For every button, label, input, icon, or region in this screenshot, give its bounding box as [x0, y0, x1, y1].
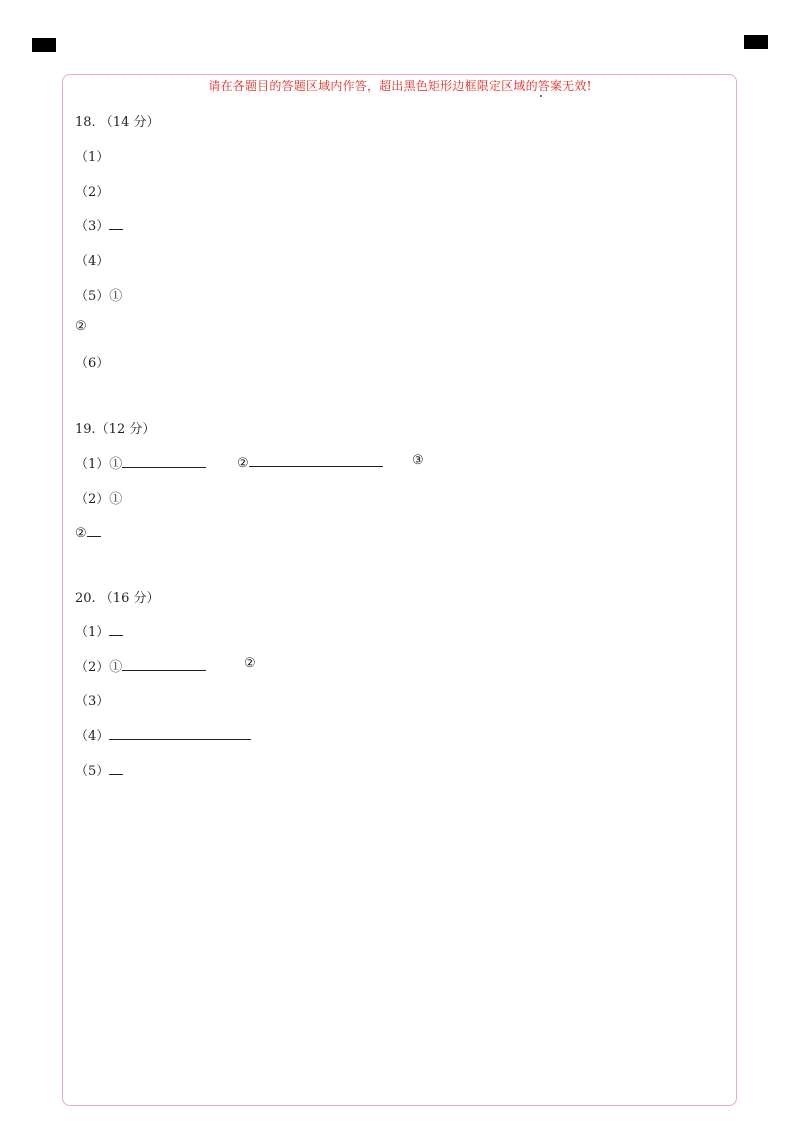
q20-part2-sub1-blank[interactable] — [122, 657, 206, 671]
q19-part1-sub2 — [237, 453, 383, 471]
q20-part2-sub1-label: （2）① — [75, 660, 123, 675]
q18-part3-label: （3） — [75, 219, 110, 234]
q18-part3-answer-blank[interactable] — [109, 216, 123, 230]
q20-part2 — [75, 656, 206, 675]
answer-area-notice: 请在各题目的答题区域内作答，超出黑色矩形边框限定区域的答案无效! — [208, 79, 592, 93]
q19-part2-sub2-label: ② — [75, 526, 87, 541]
q19-part1-sub2-blank[interactable] — [249, 453, 383, 467]
q20-part5-label: （5） — [75, 764, 110, 779]
q19-part1-sub3-label: ③ — [412, 453, 424, 468]
q19-part2-sub2 — [75, 523, 101, 541]
q20-part5-blank[interactable] — [109, 761, 123, 775]
q18-part2-label: （2） — [75, 185, 110, 200]
q18-part4-label: （4） — [75, 254, 110, 269]
q20-part4-blank[interactable] — [109, 726, 251, 740]
stray-dot — [540, 95, 542, 97]
answer-area-frame — [62, 74, 737, 1106]
q19-part2-sub2-blank[interactable] — [87, 523, 101, 537]
q20-part4 — [75, 725, 251, 744]
q20-part4-label: （4） — [75, 729, 110, 744]
q18-part1-label: （1） — [75, 150, 110, 165]
q20-header: 20. （16 分） — [75, 591, 160, 606]
q20-part2-sub2-label: ② — [244, 656, 256, 671]
q18-part6-label: （6） — [75, 356, 110, 371]
alignment-marker-left — [32, 38, 56, 52]
q20-part3-label: （3） — [75, 694, 110, 709]
q18-part5-sub2-label: ② — [75, 319, 87, 334]
q19-part2-label: （2）① — [75, 492, 123, 507]
q20-part1 — [75, 621, 123, 640]
q19-header: 19.（12 分） — [75, 422, 156, 437]
q20-part5 — [75, 760, 123, 779]
q19-part1-sub1-blank[interactable] — [122, 454, 206, 468]
q19-part1 — [75, 453, 206, 472]
alignment-marker-right — [744, 35, 768, 49]
q20-part1-blank[interactable] — [109, 622, 123, 636]
q19-part1-sub1-label: （1）① — [75, 457, 123, 472]
q18-part5-label: （5）① — [75, 289, 123, 304]
q19-part1-sub2-label: ② — [237, 456, 249, 471]
q18-header: 18. （14 分） — [75, 115, 160, 130]
q18-part3 — [75, 215, 123, 234]
q20-part1-label: （1） — [75, 625, 110, 640]
